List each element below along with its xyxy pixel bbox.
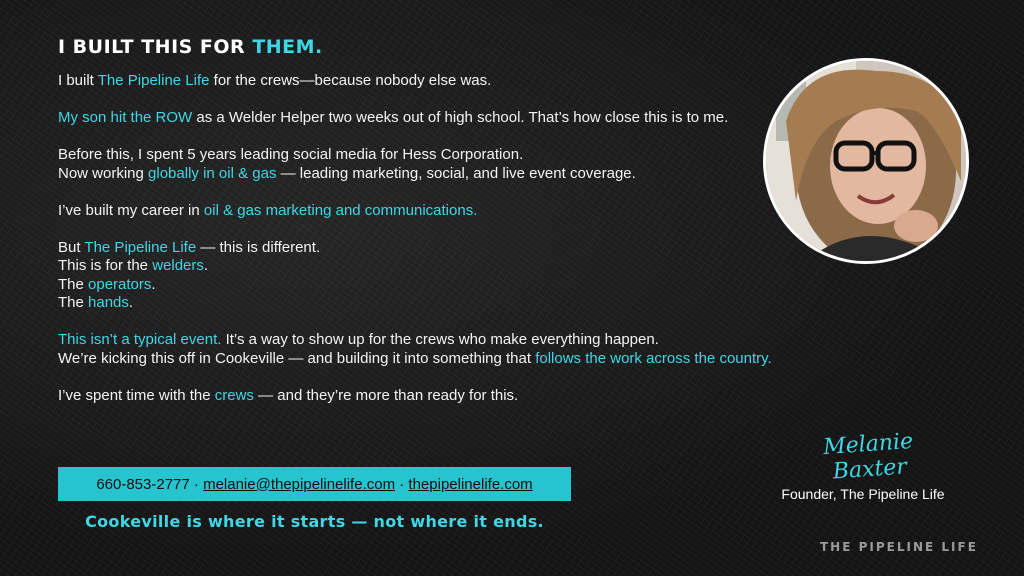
website-link[interactable]: thepipelinelife.com: [408, 475, 533, 493]
page-title: I BUILT THIS FOR THEM.: [58, 36, 323, 58]
founder-title: Founder, The Pipeline Life: [781, 486, 945, 502]
contact-bar: [58, 467, 571, 501]
story-body: [58, 72, 778, 424]
brand-wordmark: THE PIPELINE LIFE: [820, 540, 978, 554]
paragraph-son: My son hit the ROW as a Welder Helper two weeks out of high school. That’s how close this is to me.: [58, 109, 729, 126]
paragraph-intro: I built The Pipeline Life for the crews—because nobody else was.: [58, 72, 492, 89]
paragraph-background: Before this, I spent 5 years leading social media for Hess Corporation. Now working globally in oil & gas — leading marketing, social, and live event coverage.: [58, 146, 636, 182]
email-link[interactable]: melanie@thepipelinelife.com: [203, 475, 396, 493]
paragraph-event: This isn’t a typical event. It’s a way to show up for the crews who make everything happen. We’re kicking this off in Cookeville — and building it into something that follows the work across the country.: [58, 331, 772, 367]
separator: ·: [189, 475, 204, 493]
founder-photo: [763, 58, 969, 264]
paragraph-crews: I’ve spent time with the crews — and they’re more than ready for this.: [58, 386, 519, 404]
paragraph-different: But The Pipeline Life — this is different. This is for the welders. The operators. The hands.: [58, 238, 321, 311]
phone-number[interactable]: 660-853-2777: [96, 475, 190, 493]
tagline: Cookeville is where it starts — not where it ends.: [85, 512, 544, 531]
separator: ·: [395, 475, 409, 493]
founder-signature: Melanie Baxter: [822, 428, 914, 485]
paragraph-career: I’ve built my career in oil & gas marketing and communications.: [58, 201, 478, 219]
